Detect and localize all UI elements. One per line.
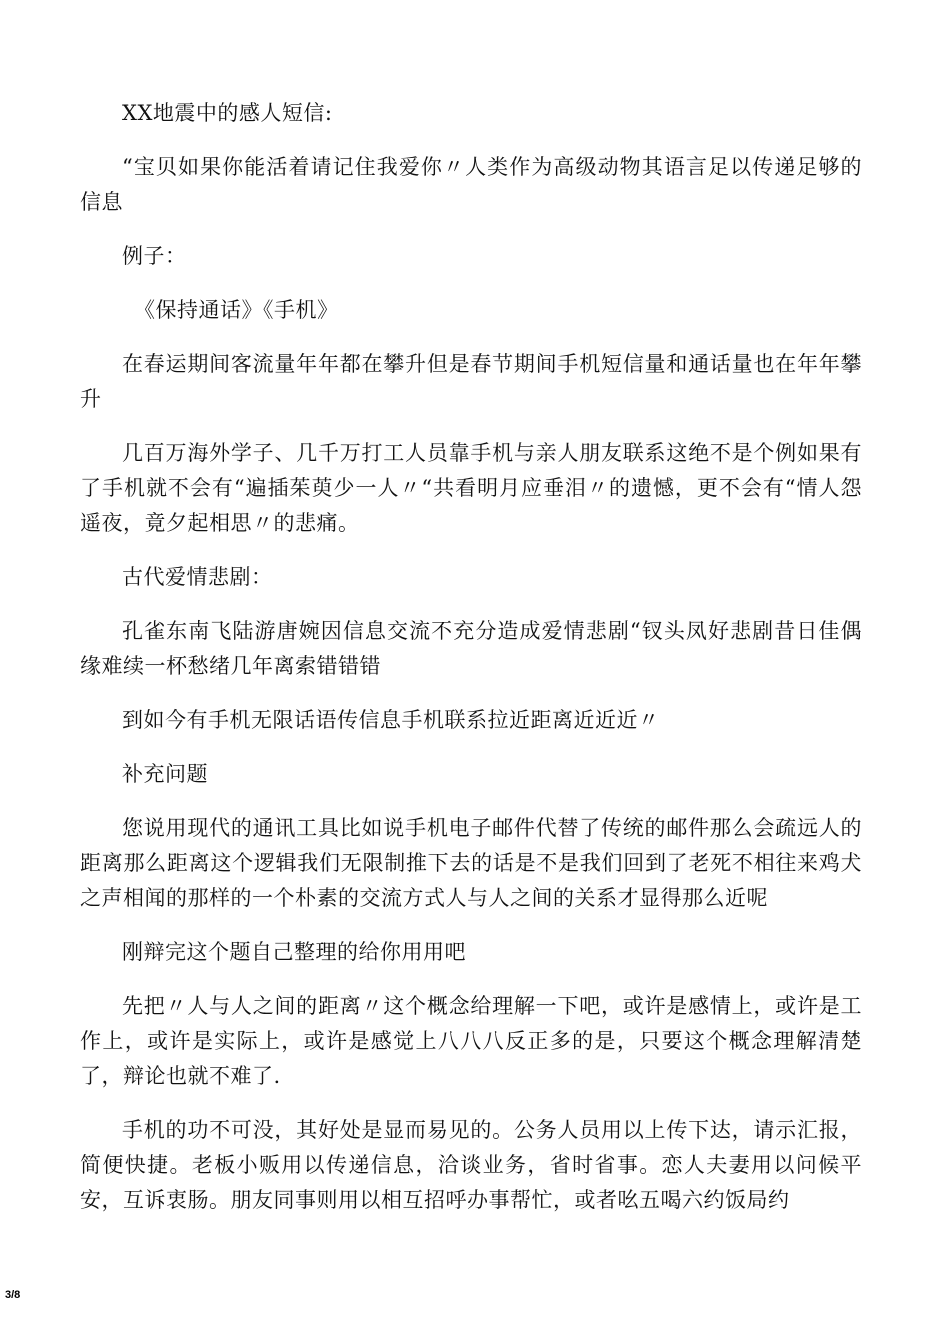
paragraph-today-phones: 到如今有手机无限话语传信息手机联系拉近距离近近近〃 — [122, 708, 660, 732]
paragraph-phone-benefits: 手机的功不可没，其好处是显而易见的。公务人员用以上传下达，请示汇报，简便快捷。老板小贩用以传递信息，洽谈业务，省时省事。恋人夫妻用以问候平安，互诉衷肠。朋友同事则用以相互招呼办事帮忙，或者吆五喝六约饭局约 — [80, 1118, 862, 1212]
paragraph-debate-note: 刚辩完这个题自己整理的给你用用吧 — [122, 940, 466, 964]
paragraph-overseas-students: 几百万海外学子、几千万打工人员靠手机与亲人朋友联系这绝不是个例如果有了手机就不会有“遍插茱萸少一人〃“共看明月应垂泪〃的遗憾，更不会有“情人怨遥夜，竟夕起相思〃的悲痛。 — [80, 441, 862, 535]
paragraph-supplement-heading: 补充问题 — [122, 762, 208, 786]
page-number: 3/8 — [5, 1289, 21, 1301]
paragraph-movie-titles: 《保持通话》《手机》 — [134, 298, 339, 322]
paragraph-baby-message: “宝贝如果你能活着请记住我爱你〃人类作为高级动物其语言足以传递足够的信息 — [80, 155, 862, 214]
paragraph-spring-festival: 在春运期间客流量年年都在攀升但是春节期间手机短信量和通话量也在年年攀升 — [80, 352, 862, 411]
paragraph-ancient-love-heading: 古代爱情悲剧： — [122, 565, 273, 589]
paragraph-examples-heading: 例子： — [122, 244, 187, 268]
paragraph-question: 您说用现代的通讯工具比如说手机电子邮件代替了传统的邮件那么会疏远人的距离那么距离这个逻辑我们无限制推下去的话是不是我们回到了老死不相往来鸡犬之声相闻的那样的一个朴素的交流方式人与人之间的关系才显得那么近呢 — [80, 816, 862, 910]
paragraph-earthquake-heading: XX地震中的感人短信: — [122, 101, 333, 125]
paragraph-distance-concept: 先把〃人与人之间的距离〃这个概念给理解一下吧，或许是感情上，或许是工作上，或许是实际上，或许是感觉上八八八反正多的是，只要这个概念理解清楚了，辩论也就不难了. — [80, 994, 862, 1088]
document-body — [80, 96, 862, 1237]
paragraph-peacock-story: 孔雀东南飞陆游唐婉因信息交流不充分造成爱情悲剧“钗头凤好悲剧昔日佳偶缘难续一杯愁绪几年离索错错错 — [80, 619, 862, 678]
